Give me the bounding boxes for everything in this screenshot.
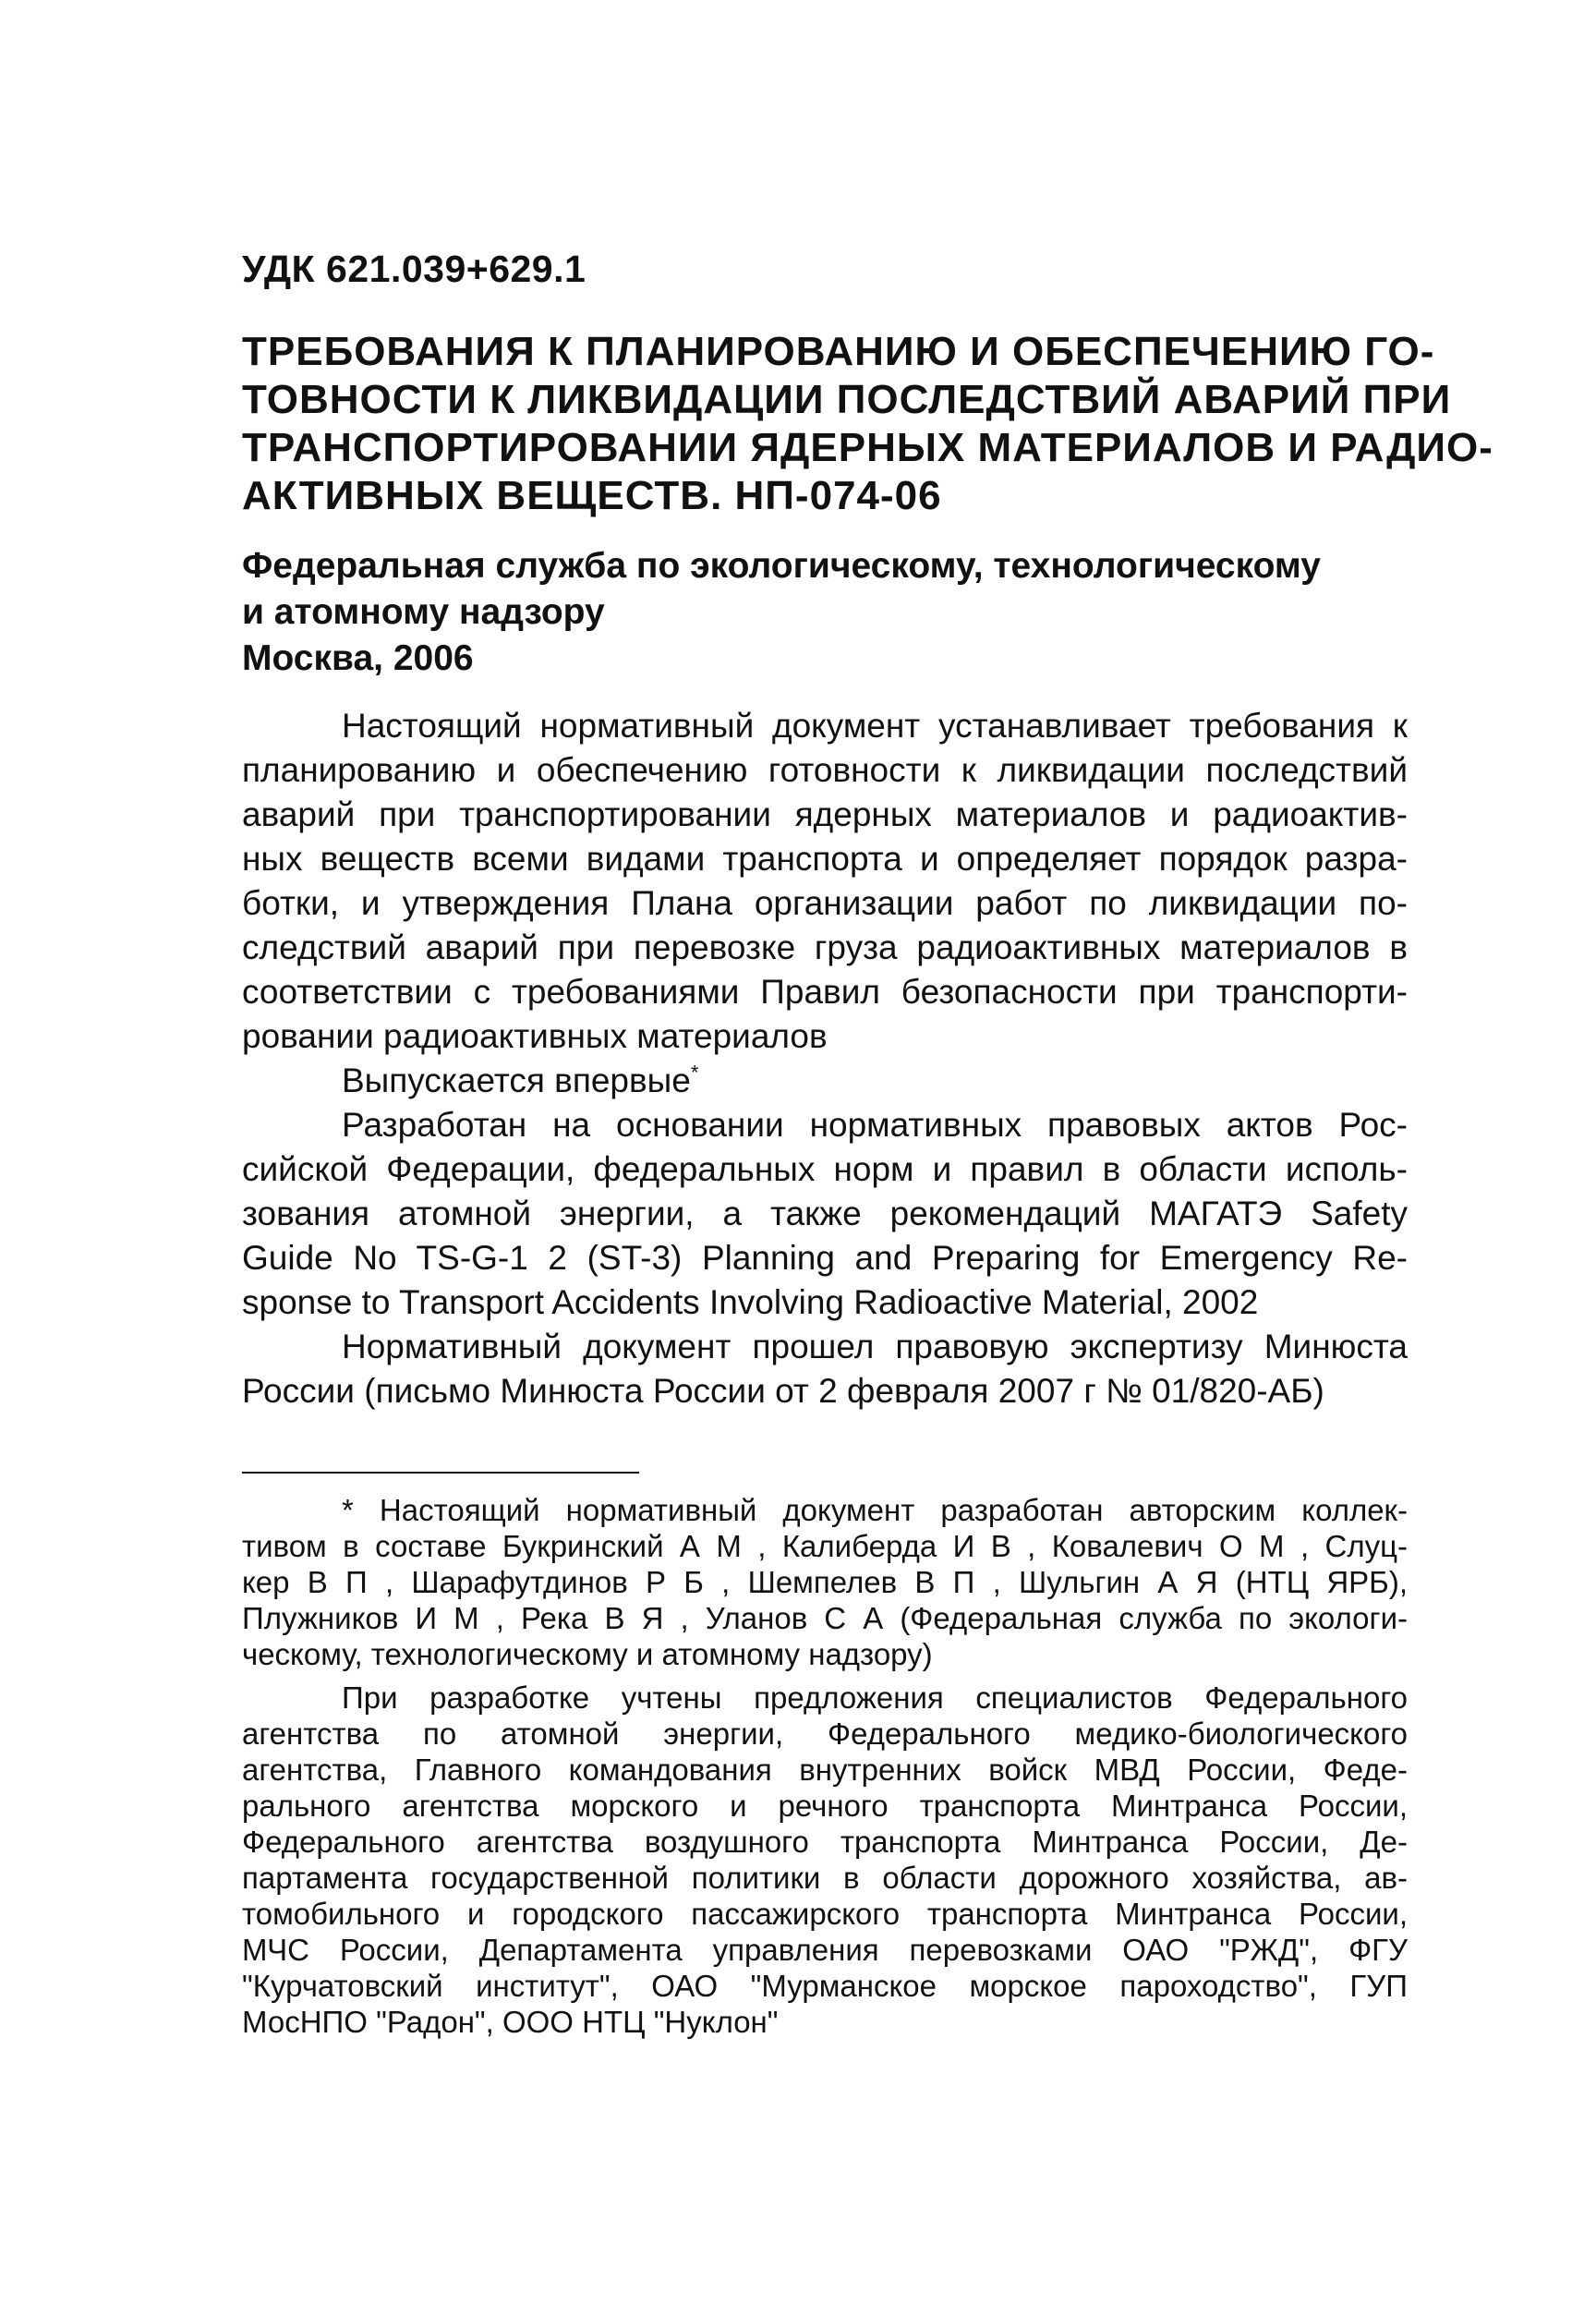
footnote-contrib-line: Федерального агентства воздушного транспорта Минтранса России, Де- [242,1825,1408,1859]
footnote-marker: * [690,1061,699,1085]
abstract-line: Настоящий нормативный документ устанавливает требования к [342,707,1408,745]
abstract-line: ровании радиоактивных материалов [242,1017,828,1055]
abstract-line: ботки, и утверждения Плана организации работ по ликвидации по- [242,884,1408,922]
expertise-line: Нормативный документ прошел правовую экспертизу Минюста [342,1328,1408,1365]
footnote-authors-line: тивом в составе Букринский А М , Калиберда И В , Ковалевич О М , Слуц- [242,1529,1408,1563]
abstract-line: аварий при транспортировании ядерных материалов и радиоактив- [242,795,1408,833]
footnote-contrib-line: При разработке учтены предложения специалистов Федерального [342,1680,1408,1715]
footnote-authors-line: ческому, технологическому и атомному надзору) [242,1637,933,1671]
footnote-divider [242,1472,639,1474]
footnote-section [242,1492,1408,2040]
title-line: ТРАНСПОРТИРОВАНИИ ЯДЕРНЫХ МАТЕРИАЛОВ И РАДИО- [242,425,1493,470]
basis-line: сийской Федерации, федеральных норм и правил в области исполь- [242,1150,1408,1188]
publication-place-year: Москва, 2006 [242,638,474,678]
first-issue-note [242,1059,1408,1103]
abstract-line: ных веществ всеми видами транспорта и определяет порядок разра- [242,840,1408,878]
basis-line: зования атомной энергии, а также рекомендаций МАГАТЭ Safety [242,1195,1408,1232]
footnote-contrib-line: МосНПО "Радон", ООО НТЦ "Нуклон" [242,2005,779,2039]
footnote-contrib-line: агентства по атомной энергии, Федерального медико-биологического [242,1717,1408,1751]
footnote-contrib-line: МЧС России, Департамента управления перевозками ОАО "РЖД", ФГУ [242,1933,1408,1967]
udc-code: УДК 621.039+629.1 [242,248,586,290]
footnote-contrib-line: томобильного и городского пассажирского транспорта Минтранса России, [242,1897,1408,1931]
org-line: Федеральная служба по экологическому, технологическому [242,546,1321,586]
title-line: АКТИВНЫХ ВЕЩЕСТВ. НП-074-06 [242,473,942,518]
footnote-contrib-line: партамента государственной политики в области дорожного хозяйства, ав- [242,1861,1408,1895]
title-line: ТРЕБОВАНИЯ К ПЛАНИРОВАНИЮ И ОБЕСПЕЧЕНИЮ ГО- [242,329,1435,374]
title-line: ТОВНОСТИ К ЛИКВИДАЦИИ ПОСЛЕДСТВИЙ АВАРИЙ ПРИ [242,377,1452,422]
footnote-authors-line: * Настоящий нормативный документ разработан авторским коллек- [342,1493,1408,1527]
abstract-line: соответствии с требованиями Правил безопасности при транспорти- [242,973,1408,1011]
footnote-contrib-line: "Курчатовский институт", ОАО "Мурманское морское пароходство", ГУП [242,1969,1408,2003]
abstract-line: планированию и обеспечению готовности к ликвидации последствий [242,751,1408,789]
expertise-line: России (письмо Минюста России от 2 февраля 2007 г № 01/820-АБ) [242,1372,1324,1410]
first-issue-text: Выпускается впервые [342,1062,691,1099]
org-line: и атомному надзору [242,592,605,632]
basis-line: Guide No TS-G-1 2 (ST-3) Planning and Preparing for Emergency Re- [242,1239,1408,1277]
document-title [242,328,1493,520]
footnote-authors-line: кер В П , Шарафутдинов Р Б , Шемпелев В П , Шульгин А Я (НТЦ ЯРБ), [242,1565,1408,1599]
basis-line: Разработан на основании нормативных правовых актов Рос- [342,1106,1408,1144]
basis-line: sponse to Transport Accidents Involving Radioactive Material, 2002 [242,1283,1259,1321]
footnote-contrib-line: рального агентства морского и речного транспорта Минтранса России, [242,1789,1408,1823]
footnote-authors-line: Плужников И М , Река В Я , Уланов С А (Федеральная служба по экологи- [242,1601,1408,1635]
abstract-section [242,704,1408,1413]
abstract-line: следствий аварий при перевозке груза радиоактивных материалов в [242,928,1408,966]
issuing-organization [242,543,1408,682]
footnote-contrib-line: агентства, Главного командования внутренних войск МВД России, Феде- [242,1753,1408,1787]
